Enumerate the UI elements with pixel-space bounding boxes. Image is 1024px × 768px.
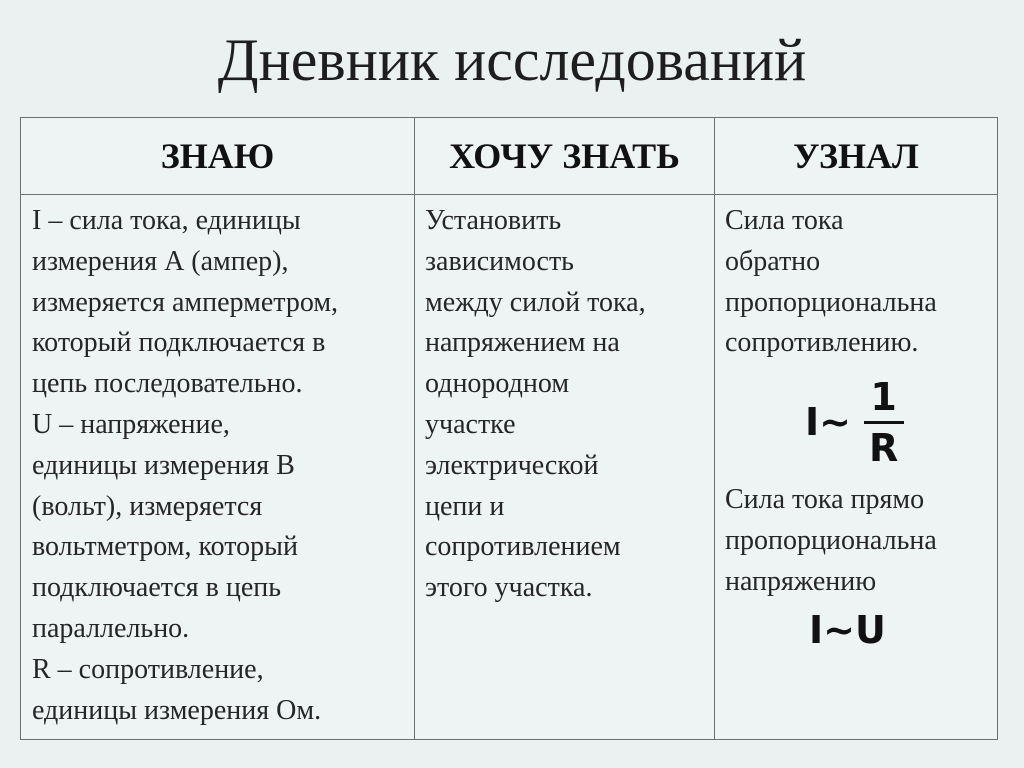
formula-current-symbol: I [805, 399, 820, 444]
header-row [21, 118, 998, 195]
know-line: единицы измерения В [32, 449, 295, 481]
formula-fraction [863, 375, 904, 470]
header-want-to-know: ХОЧУ ЗНАТЬ [415, 118, 715, 195]
learned-line: пропорциональна [725, 286, 937, 318]
want-line: этого участка. [425, 572, 593, 604]
know-line: подключается в цепь [32, 572, 282, 604]
know-line: вольтметром, который [32, 531, 298, 563]
want-line: электрической [425, 449, 599, 481]
know-line: измеряется амперметром, [32, 286, 339, 318]
fraction-denominator: R [868, 425, 899, 470]
want-line: между силой тока, [425, 286, 646, 318]
learned-line: Сила тока прямо [725, 484, 925, 516]
want-line: участке [425, 408, 516, 440]
learned-line: Сила тока [725, 205, 844, 236]
inverse-proportion-formula [725, 364, 991, 480]
know-cell [21, 195, 415, 740]
want-line: Установить [425, 205, 562, 236]
know-line: R – сопротивление, [32, 653, 264, 685]
know-line: I – сила тока, единицы [32, 205, 301, 236]
know-line: цепь последовательно. [32, 368, 303, 400]
want-line: зависимость [425, 245, 574, 277]
want-line: цепи и [425, 490, 505, 522]
fraction-bar [864, 421, 904, 424]
know-line: который подключается в [32, 327, 326, 359]
want-line: сопротивлением [425, 531, 621, 563]
learned-line: пропорциональна [725, 524, 937, 556]
formula-tilde: ~ [819, 399, 851, 444]
header-learned: УЗНАЛ [715, 118, 998, 195]
want-line: однородном [425, 368, 570, 400]
want-line: напряжением на [425, 327, 620, 359]
know-line: измерения А (ампер), [32, 245, 289, 277]
learned-line: напряжению [725, 565, 877, 597]
direct-proportion-formula: I~U [809, 608, 886, 653]
know-line: единицы измерения Ом. [32, 694, 322, 726]
content-row [21, 195, 998, 740]
page-title: Дневник исследований [217, 27, 807, 93]
know-line: (вольт), измеряется [32, 490, 263, 522]
fraction-numerator: 1 [870, 374, 897, 419]
kwl-table [20, 117, 998, 740]
know-line: параллельно. [32, 612, 190, 644]
header-know: ЗНАЮ [21, 118, 415, 195]
want-to-know-cell [415, 195, 715, 740]
learned-line: обратно [725, 245, 821, 277]
learned-cell [715, 195, 998, 740]
learned-line: сопротивлению. [725, 327, 919, 359]
know-line: U – напряжение, [32, 408, 230, 440]
